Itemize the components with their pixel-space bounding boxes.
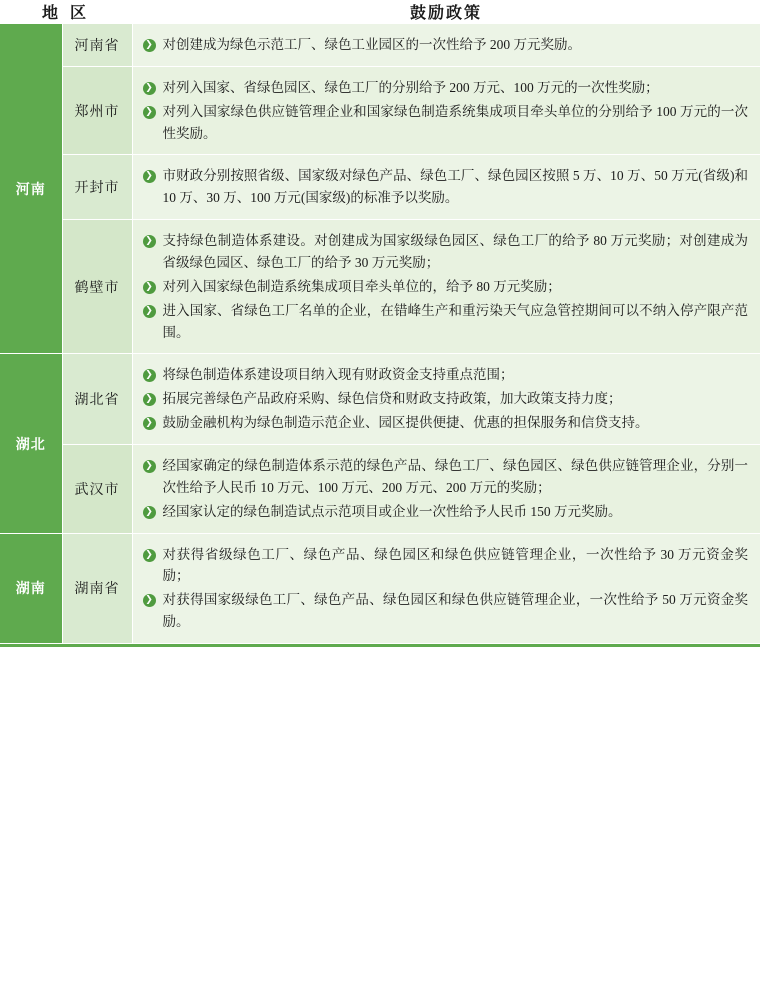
policy-bullet-line (143, 544, 749, 588)
bullet-arrow-icon: ❯ (143, 393, 156, 406)
policy-bullet-line (143, 364, 749, 386)
policy-text: 对获得省级绿色工厂、绿色产品、绿色园区和绿色供应链管理企业，一次性给予 30 万元资金奖励； (162, 546, 749, 584)
table-row (0, 66, 760, 155)
policy-bullet-line (143, 589, 749, 633)
policy-text: 经国家确定的绿色制造体系示范的绿色产品、绿色工厂、绿色园区、绿色供应链管理企业，分别一次性给予人民币 10 万元、100 万元、200 万元、200 万元的奖励； (162, 458, 749, 495)
policy-text: 对列入国家、省绿色园区、绿色工厂的分别给予 200 万元、100 万元的一次性奖励； (162, 79, 659, 95)
bullet-arrow-icon: ❯ (143, 106, 156, 119)
table-body (0, 24, 760, 644)
bullet-arrow-icon: ❯ (143, 281, 156, 294)
bullet-arrow-icon: ❯ (143, 369, 156, 382)
city-cell: 湖北省 (62, 354, 132, 445)
policy-bullet-line (143, 276, 749, 298)
bullet-arrow-icon: ❯ (143, 39, 156, 52)
policy-text: 对创建成为绿色示范工厂、绿色工业园区的一次性给予 200 万元奖励。 (162, 37, 582, 52)
policy-text: 对列入国家绿色制造系统集成项目牵头单位的，给予 80 万元奖励； (162, 278, 561, 294)
policy-text: 对获得国家级绿色工厂、绿色产品、绿色园区和绿色供应链管理企业，一次性给予 50 万元资金奖励。 (162, 592, 749, 630)
city-cell: 开封市 (62, 155, 132, 220)
policy-cell (132, 220, 760, 354)
header-policy: 鼓励政策 (132, 0, 760, 24)
bullet-arrow-icon: ❯ (143, 506, 156, 519)
policy-text: 经国家认定的绿色制造试点示范项目或企业一次性给予人民币 150 万元奖励。 (162, 503, 622, 519)
table-row (0, 155, 760, 220)
table-row (0, 445, 760, 534)
policy-text: 对列入国家绿色供应链管理企业和国家绿色制造系统集成项目牵头单位的分别给予 100 万元的一次性奖励。 (162, 103, 749, 141)
policy-text: 鼓励金融机构为绿色制造示范企业、园区提供便捷、优惠的担保服务和信贷支持。 (162, 415, 649, 431)
table-row (0, 220, 760, 354)
policy-text: 市财政分别按照省级、国家级对绿色产品、绿色工厂、绿色园区按照 5 万、10 万、50 万元(省级)和 10 万、30 万、100 万元(国家级)的标准予以奖励。 (162, 168, 749, 206)
city-cell: 湖南省 (62, 533, 132, 643)
policy-text: 进入国家、省绿色工厂名单的企业，在错峰生产和重污染天气应急管控期间可以不纳入停产限产范围。 (162, 302, 749, 340)
policy-cell (132, 155, 760, 220)
policy-bullet-line (143, 388, 749, 410)
policy-text: 拓展完善绿色产品政府采购、绿色信贷和财政支持政策，加大政策支持力度； (162, 391, 622, 407)
table-row (0, 24, 760, 67)
table-row (0, 533, 760, 643)
bullet-arrow-icon: ❯ (143, 305, 156, 318)
province-cell: 湖南 (0, 533, 62, 643)
table-row (0, 354, 760, 445)
policy-cell (132, 445, 760, 534)
province-cell: 河南 (0, 24, 62, 354)
bullet-arrow-icon: ❯ (143, 417, 156, 430)
policy-text: 支持绿色制造体系建设。对创建成为国家级绿色园区、绿色工厂的给予 80 万元奖励；对创建成为省级绿色园区、绿色工厂的给予 30 万元奖励； (162, 233, 749, 271)
policy-cell (132, 24, 760, 67)
city-cell: 武汉市 (62, 445, 132, 534)
policy-bullet-line (143, 300, 749, 344)
policy-text: 将绿色制造体系建设项目纳入现有财政资金支持重点范围； (162, 367, 514, 383)
policy-bullet-line (143, 34, 749, 56)
policy-bullet-line (143, 412, 749, 434)
bullet-arrow-icon: ❯ (143, 82, 156, 95)
city-cell: 河南省 (62, 24, 132, 67)
bullet-arrow-icon: ❯ (143, 235, 156, 248)
policy-bullet-line (143, 455, 749, 499)
bullet-arrow-icon: ❯ (143, 170, 156, 183)
bullet-arrow-icon: ❯ (143, 460, 156, 473)
city-cell: 鹤壁市 (62, 220, 132, 354)
policy-bullet-line (143, 165, 749, 209)
policy-cell (132, 66, 760, 155)
header-region: 地 区 (0, 0, 132, 24)
table-bottom-rule (0, 644, 760, 647)
table-header-row (0, 0, 760, 24)
city-cell: 郑州市 (62, 66, 132, 155)
policy-cell (132, 533, 760, 643)
bullet-arrow-icon: ❯ (143, 594, 156, 607)
policy-cell (132, 354, 760, 445)
policy-bullet-line (143, 501, 749, 523)
province-cell: 湖北 (0, 354, 62, 533)
policy-bullet-line (143, 230, 749, 274)
bullet-arrow-icon: ❯ (143, 549, 156, 562)
policy-bullet-line (143, 101, 749, 145)
policy-bullet-line (143, 77, 749, 99)
